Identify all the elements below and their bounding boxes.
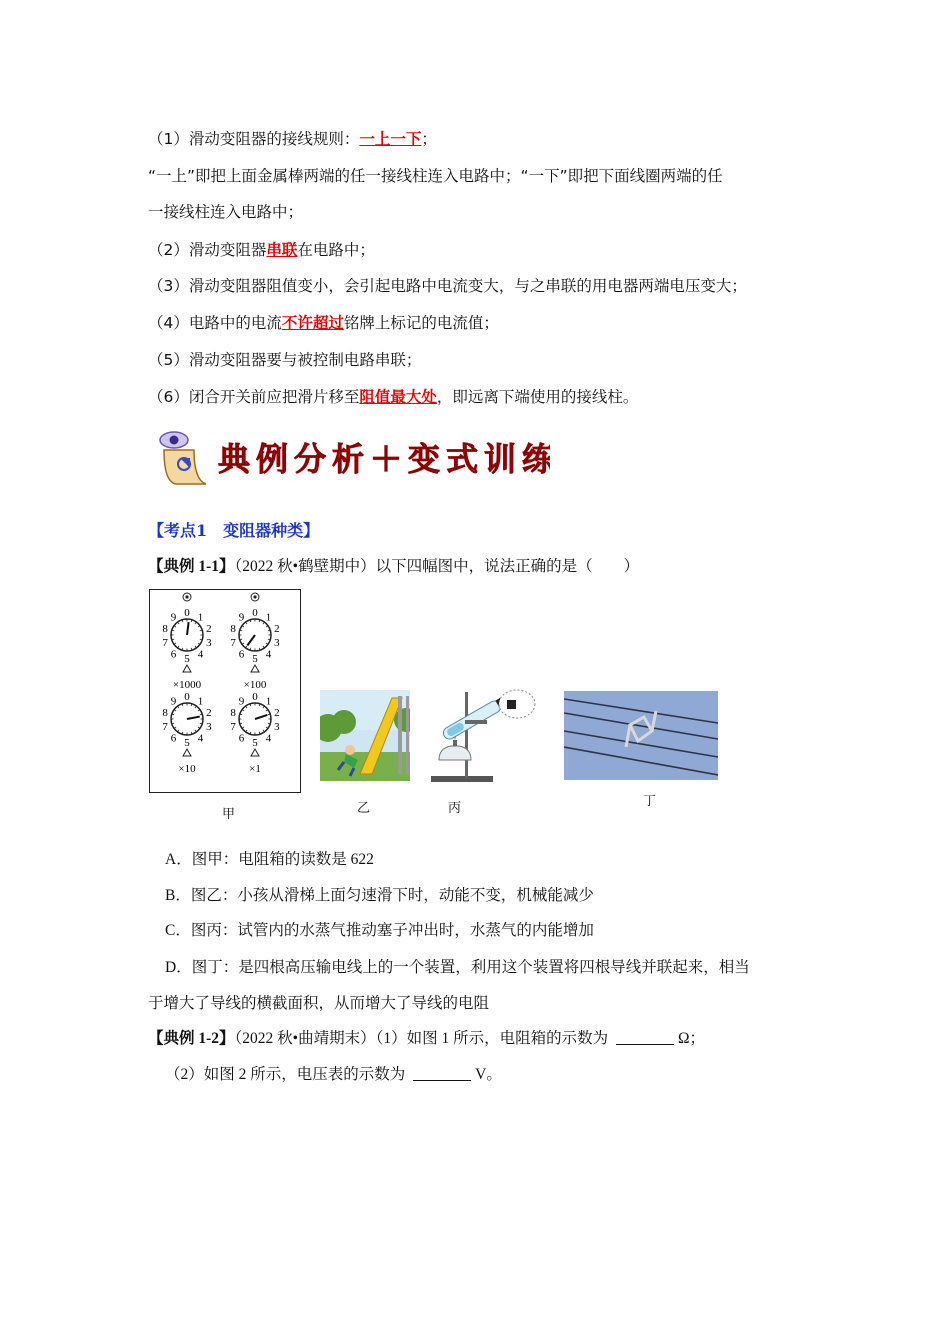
section-banner xyxy=(150,428,550,488)
example-1-2-unit-2: V。 xyxy=(475,1066,502,1083)
dial-digit: 4 xyxy=(197,648,204,661)
dial-digit: 6 xyxy=(170,648,177,661)
section-title: 【考点1 变阻器种类】 xyxy=(148,521,320,540)
dial-digit: 8 xyxy=(162,622,168,635)
example-1-2-line1 xyxy=(148,1028,705,1050)
rule-6-tail: ，即远离下端使用的接线柱。 xyxy=(436,388,639,406)
option-a: A．图甲：电阻箱的读数是 622 xyxy=(165,851,374,868)
rule-1-highlight: 一上一下 xyxy=(359,130,422,148)
dial-digit: 1 xyxy=(197,611,204,624)
rule-2-highlight: 串联 xyxy=(266,241,298,259)
rule-1-detail-line1: “一上”即把上面金属棒两端的任一接线柱连入电路中；“一下”即把下面线圈两端的任 xyxy=(148,167,723,185)
dial-digit: 2 xyxy=(206,706,212,719)
example-1-2-question-1: （2022 秋•曲靖期末）（1）如图 1 所示，电阻箱的示数为 xyxy=(234,1030,612,1047)
figure-ding-power-lines xyxy=(564,691,718,780)
dial-multiplier: ×1 xyxy=(249,763,261,775)
dial-digit: 8 xyxy=(162,706,168,719)
banner-text: 典例分析＋变式训练 xyxy=(218,440,550,478)
dial-digit: 5 xyxy=(184,737,190,749)
dial-digit: 9 xyxy=(238,611,245,624)
option-c: C．图丙：试管内的水蒸气推动塞子冲出时，水蒸气的内能增加 xyxy=(165,922,594,939)
rule-2 xyxy=(148,239,375,261)
dial-digit: 8 xyxy=(230,706,236,719)
dial-digit: 7 xyxy=(162,721,168,734)
dial-multiplier: ×1000 xyxy=(172,679,202,691)
figure-yi-slide xyxy=(320,690,410,781)
answer-blank-1[interactable] xyxy=(616,1029,674,1045)
dial-digit: 0 xyxy=(252,607,258,619)
rule-1 xyxy=(148,128,437,150)
rule-6-highlight: 阻值最大处 xyxy=(359,388,437,406)
figure-label-jia: 甲 xyxy=(222,807,236,822)
dial-digit: 0 xyxy=(252,691,258,703)
example-1-2-line2 xyxy=(165,1064,502,1086)
rule-3: （3）滑动变阻器阻值变小，会引起电路中电流变大，与之串联的用电器两端电压变大； xyxy=(148,277,747,295)
dial-digit: 1 xyxy=(197,695,204,708)
dial-digit: 4 xyxy=(197,732,204,745)
rule-2-text: （2）滑动变阻器 xyxy=(148,241,267,259)
dial-multiplier: ×100 xyxy=(243,679,267,691)
dial-digit: 3 xyxy=(274,637,280,650)
dial-digit: 5 xyxy=(252,737,258,749)
option-d-line1: D．图丁：是四根高压输电线上的一个装置，利用这个装置将四根导线并联起来，相当 xyxy=(165,959,750,976)
dial-digit: 0 xyxy=(184,607,190,619)
dial-digit: 6 xyxy=(170,732,177,745)
example-1-1-question: （2022 秋•鹤壁期中）以下四幅图中，说法正确的是（ ） xyxy=(234,558,640,575)
dial-digit: 9 xyxy=(238,695,245,708)
example-1-2-question-2: （2）如图 2 所示，电压表的示数为 xyxy=(165,1066,410,1083)
rule-1-text: （1）滑动变阻器的接线规则： xyxy=(148,130,360,148)
dial-digit: 1 xyxy=(265,611,272,624)
dial-digit: 4 xyxy=(265,648,272,661)
figure-bing-test-tube xyxy=(425,684,537,786)
rule-1-tail: ； xyxy=(421,130,437,148)
rule-4-text: （4）电路中的电流 xyxy=(148,314,282,332)
dial-digit: 0 xyxy=(184,691,190,703)
rule-4 xyxy=(148,312,499,334)
dial-digit: 8 xyxy=(230,622,236,635)
dial-digit: 7 xyxy=(230,721,236,734)
dial-digit: 1 xyxy=(265,695,272,708)
figure-jia-resistance-box xyxy=(149,589,301,793)
answer-blank-2[interactable] xyxy=(413,1065,471,1081)
rule-5: （5）滑动变阻器要与被控制电路串联； xyxy=(148,351,422,369)
example-1-2-tag: 【典例 1-2】 xyxy=(148,1030,235,1047)
dial-digit: 6 xyxy=(238,732,245,745)
dial-digit: 9 xyxy=(170,695,177,708)
eye-book-icon xyxy=(160,432,206,484)
figure-label-yi: 乙 xyxy=(357,801,371,816)
dial-digit: 2 xyxy=(274,706,280,719)
rule-4-highlight: 不许超过 xyxy=(281,314,344,332)
dial-digit: 7 xyxy=(162,637,168,650)
option-b: B．图乙：小孩从滑梯上面匀速滑下时，动能不变，机械能减少 xyxy=(165,887,594,904)
option-d-line2: 于增大了导线的横截面积，从而增大了导线的电阻 xyxy=(148,995,490,1012)
dial-digit: 9 xyxy=(170,611,177,624)
banner-graphic xyxy=(150,428,550,488)
dial-digit: 2 xyxy=(274,622,280,635)
dial-digit: 3 xyxy=(206,637,212,650)
dial-digit: 3 xyxy=(274,721,280,734)
dial-digit: 2 xyxy=(206,622,212,635)
figure-label-bing: 丙 xyxy=(448,801,462,816)
dial-digit: 3 xyxy=(206,721,212,734)
rule-6-text: （6）闭合开关前应把滑片移至 xyxy=(148,388,360,406)
example-1-1-tag: 【典例 1-1】 xyxy=(148,558,235,575)
dial-digit: 6 xyxy=(238,648,245,661)
dial-digit: 5 xyxy=(252,653,258,665)
rule-2-tail: 在电路中； xyxy=(297,241,375,259)
dial-multiplier: ×10 xyxy=(178,763,196,775)
rule-1-detail-line2: 一接线柱连入电路中； xyxy=(148,203,304,221)
dial-digit: 4 xyxy=(265,732,272,745)
rule-6 xyxy=(148,386,638,408)
dial-digit: 7 xyxy=(230,637,236,650)
example-1-2-unit-1: Ω； xyxy=(677,1030,706,1047)
rule-4-tail: 铭牌上标记的电流值； xyxy=(343,314,499,332)
example-1-1-heading xyxy=(148,556,639,578)
dial-digit: 5 xyxy=(184,653,190,665)
figure-label-ding: 丁 xyxy=(643,794,657,809)
